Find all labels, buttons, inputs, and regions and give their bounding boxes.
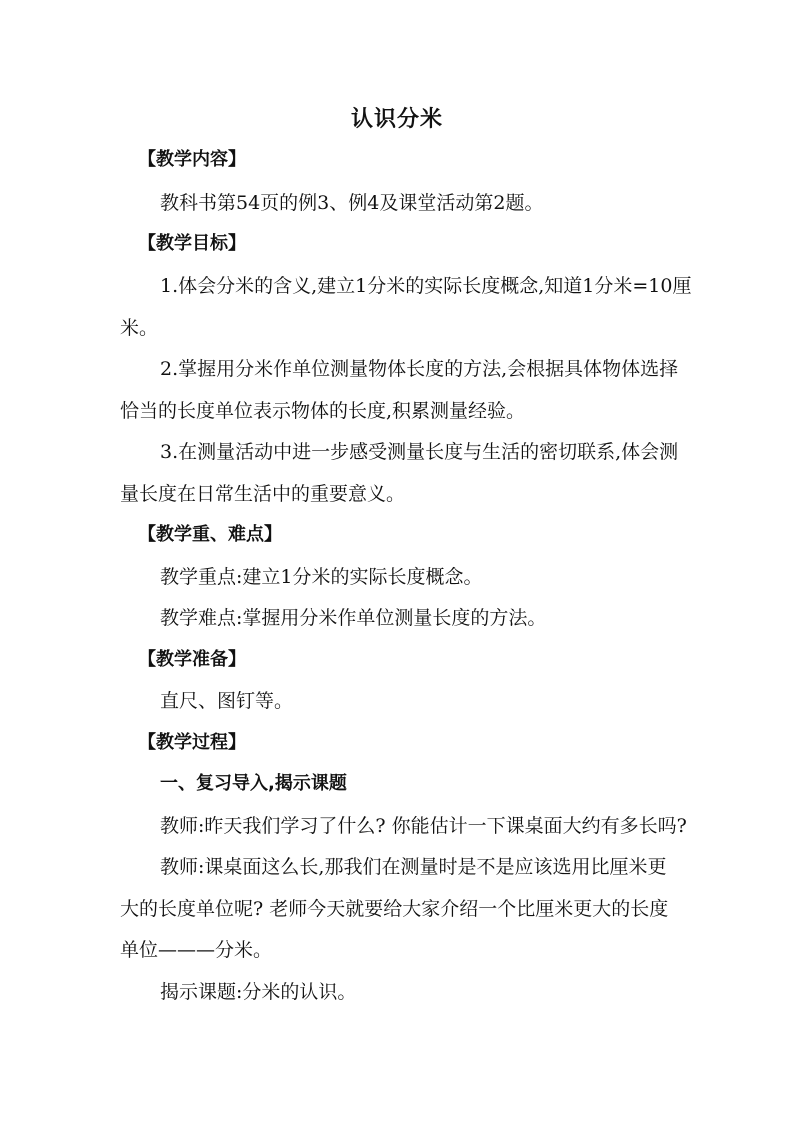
section-heading-key-points: 【教学重、难点】	[138, 524, 282, 545]
document-title: 认识分米	[350, 107, 443, 132]
key-point: 教学重点:建立1分米的实际长度概念。	[160, 566, 483, 588]
difficult-point: 教学难点:掌握用分米作单位测量长度的方法。	[160, 607, 547, 629]
goal-1-line-1: 1.体会分米的含义,建立1分米的实际长度概念,知道1分米=10厘	[160, 275, 692, 297]
section-heading-goals: 【教学目标】	[138, 233, 246, 254]
teacher-question-2-line-1: 教师:课桌面这么长,那我们在测量时是不是应该选用比厘米更	[160, 856, 667, 878]
goal-1-line-2: 米。	[120, 317, 159, 339]
teacher-question-2-line-2: 大的长度单位呢? 老师今天就要给大家介绍一个比厘米更大的长度	[120, 898, 669, 920]
section-heading-preparation: 【教学准备】	[138, 649, 246, 670]
section-heading-content: 【教学内容】	[138, 149, 246, 170]
teacher-question-1: 教师:昨天我们学习了什么? 你能估计一下课桌面大约有多长吗?	[160, 815, 687, 837]
teacher-question-2-line-3: 单位———分米。	[120, 939, 273, 961]
goal-2-line-2: 恰当的长度单位表示物体的长度,积累测量经验。	[120, 400, 526, 422]
content-text: 教科书第54页的例3、例4及课堂活动第2题。	[160, 192, 544, 214]
preparation-text: 直尺、图钉等。	[160, 690, 294, 712]
goal-2-line-1: 2.掌握用分米作单位测量物体长度的方法,会根据具体物体选择	[160, 358, 679, 380]
goal-3-line-2: 量长度在日常生活中的重要意义。	[120, 483, 406, 505]
section-heading-process: 【教学过程】	[138, 732, 246, 753]
step-1-heading: 一、复习导入,揭示课题	[160, 773, 347, 794]
reveal-topic: 揭示课题:分米的认识。	[160, 981, 357, 1003]
goal-3-line-1: 3.在测量活动中进一步感受测量长度与生活的密切联系,体会测	[160, 441, 679, 463]
